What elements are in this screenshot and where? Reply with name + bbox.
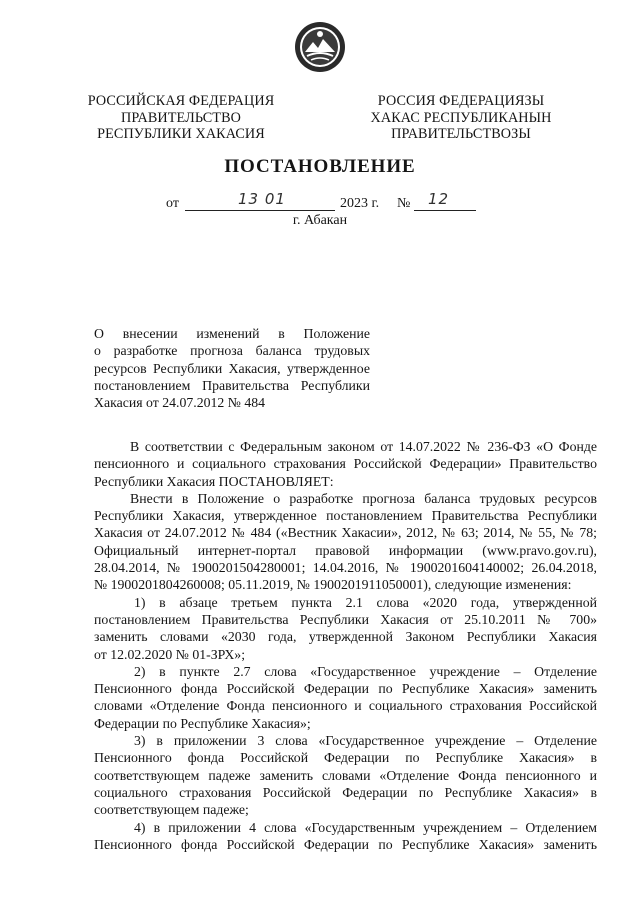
body-line: от 12.02.2020 № 01-ЗРХ»; bbox=[94, 646, 246, 662]
body-line: Пенсионного фонда Российской Федерации по Республике Хакасия» заменить bbox=[94, 681, 597, 697]
body-line: Официальный интернет-портал правовой информации (www.pravo.gov.ru), bbox=[94, 542, 597, 558]
subject-line: о разработке прогноза баланса трудовых bbox=[94, 343, 370, 359]
city: г. Абакан bbox=[292, 213, 348, 228]
body-line: Федерации по Республике Хакасия»; bbox=[94, 715, 311, 731]
body-line: постановлением Правительства Республики Хакасия от 25.10.2011 № 700» bbox=[94, 611, 597, 627]
body-line: соответствующем падеже заменить словами «Отделение Фонда пенсионного и bbox=[94, 767, 597, 783]
year-label: 2023 г. bbox=[340, 196, 380, 211]
subject-line: ресурсов Республики Хакасия, утвержденное bbox=[94, 360, 370, 376]
subject-block bbox=[94, 325, 370, 411]
header-left bbox=[78, 93, 284, 143]
subject-line: постановлением Правительства Республики bbox=[94, 377, 370, 393]
coat-of-arms-icon bbox=[293, 20, 347, 74]
body-line: № 1900201804260008; 05.11.2019, № 1900201911050001), следующие изменения: bbox=[94, 577, 572, 593]
body-line: 1) в абзаце третьем пункта 2.1 слова «2020 года, утвержденной bbox=[134, 594, 597, 610]
body-line: словами «Отделение Фонда пенсионного и социального страхования Российской bbox=[94, 698, 597, 714]
header-left-line: ПРАВИТЕЛЬСТВО bbox=[121, 109, 241, 126]
body-line: заменить словами «2030 года, утвержденной Законом Республики Хакасия bbox=[94, 629, 597, 645]
date-handwritten: 13 01 bbox=[238, 190, 286, 208]
header-right-line: ПРАВИТЕЛЬСТВОЗЫ bbox=[391, 126, 531, 142]
header-left-line: РОССИЙСКАЯ ФЕДЕРАЦИЯ bbox=[87, 93, 275, 109]
number-handwritten: 12 bbox=[428, 190, 450, 208]
document-body bbox=[94, 438, 597, 853]
header-right bbox=[358, 93, 564, 143]
body-line: пенсионного и социального страхования Российской Федерации» Правительство bbox=[94, 456, 597, 472]
number-label: № bbox=[397, 196, 411, 211]
header-right-line: РОССИЯ ФЕДЕРАЦИЯЗЫ bbox=[377, 93, 545, 109]
body-line: 4) в приложении 4 слова «Государственным учреждением – Отделением bbox=[134, 819, 597, 835]
body-line: Внести в Положение о разработке прогноза баланса трудовых ресурсов bbox=[130, 490, 597, 506]
header-left-line: РЕСПУБЛИКИ ХАКАСИЯ bbox=[97, 126, 265, 142]
body-line: соответствующем падеже; bbox=[94, 802, 249, 818]
from-label: от bbox=[166, 196, 179, 211]
body-line: социального страхования Российской Федерации по Республике Хакасия» в bbox=[94, 784, 597, 800]
body-line: Пенсионного фонда Российской Федерации по Республике Хакасия» заменить bbox=[94, 836, 597, 852]
body-line: Республики Хакасия ПОСТАНОВЛЯЕТ: bbox=[94, 473, 334, 489]
body-line: 3) в приложении 3 слова «Государственное учреждение – Отделение bbox=[134, 733, 597, 749]
body-line: Хакасия от 24.07.2012 № 484 («Вестник Хакасии», 2012, № 63; 2014, № 55, № 78; bbox=[94, 525, 597, 541]
body-line: 2) в пункте 2.7 слова «Государственное учреждение – Отделение bbox=[134, 663, 597, 679]
subject-line: О внесении изменений в Положение bbox=[94, 326, 370, 341]
document-title: ПОСТАНОВЛЕНИЕ bbox=[224, 156, 416, 177]
header-right-line: ХАКАС РЕСПУБЛИКАНЫН bbox=[370, 109, 552, 126]
body-line: В соответствии с Федеральным законом от 14.07.2022 № 236-ФЗ «О Фонде bbox=[130, 439, 597, 454]
subject-line: Хакасия от 24.07.2012 № 484 bbox=[94, 395, 266, 411]
body-line: Пенсионного фонда Российской Федерации по Республике Хакасия» в bbox=[94, 750, 597, 766]
body-line: Республики Хакасия, утвержденное постановлением Правительства Республики bbox=[94, 508, 597, 524]
body-line: 28.04.2014, № 1900201504280001; 14.04.2016, № 1900201604140002; 26.04.2018, bbox=[94, 560, 597, 576]
